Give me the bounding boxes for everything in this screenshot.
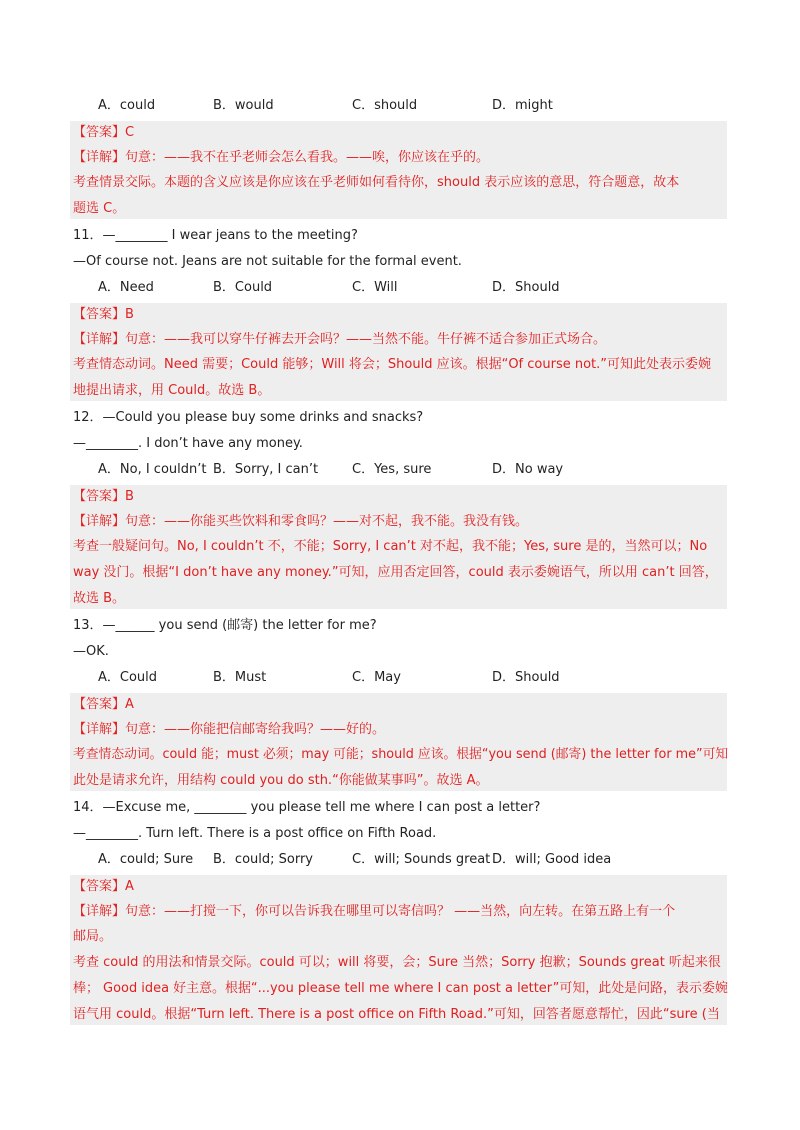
q13-option-a: A．Could — [98, 670, 158, 685]
q10-answer: 【答案】C — [73, 125, 135, 140]
q13-answer-box — [70, 693, 727, 791]
q12-answer-box — [70, 485, 727, 609]
q11-option-d: D．Should — [492, 280, 560, 295]
q10-option-d: D．might — [492, 98, 553, 113]
q13-option-b: B．Must — [213, 670, 267, 685]
q14-answer-box — [70, 875, 727, 1025]
q11-answer-box — [70, 303, 727, 401]
q11-option-c: C．Will — [352, 280, 398, 295]
q10-detail-line-3: 题选 C。 — [73, 201, 126, 216]
q14-question: 14．—Excuse me, ________ you please tell me where I can post a letter? — [73, 800, 541, 815]
q11-answer: 【答案】B — [73, 307, 134, 322]
q11-option-b: B．Could — [213, 280, 273, 295]
q12-answer: 【答案】B — [73, 489, 134, 504]
q14-option-d: D．will; Good idea — [492, 852, 612, 867]
q14-detail-line-4: 棒； Good idea 好主意。根据“...you please tell me where I can post a letter”可知，此处是问路，表示委婉 — [73, 981, 728, 996]
q12-detail-line-2: 考查一般疑问句。No, I couldn’t 不，不能；Sorry, I can’t 对不起，我不能；Yes, sure 是的，当然可以；No — [73, 539, 708, 554]
q14-option-a: A．could; Sure — [98, 852, 194, 867]
q12-detail-line-1: 【详解】句意：——你能买些饮料和零食吗？——对不起，我不能。我没有钱。 — [73, 514, 529, 529]
q10-detail-line-2: 考查情景交际。本题的含义应该是你应该在乎老师如何看待你，should 表示应该的意思，符合题意，故本 — [73, 175, 680, 190]
q13-detail-line-2: 考查情态动词。could 能；must 必须；may 可能；should 应该。根据“you send (邮寄) the letter for me”可知 — [73, 747, 729, 762]
q14-detail-line-1: 【详解】句意：——打搅一下，你可以告诉我在哪里可以寄信吗？ ——当然，向左转。在第五路上有一个 — [73, 904, 676, 919]
q14-detail-line-5: 语气用 could。根据“Turn left. There is a post office on Fifth Road.”可知，回答者愿意帮忙，因此“sure (当 — [73, 1007, 720, 1022]
q12-option-d: D．No way — [492, 462, 564, 477]
q14-detail-line-3: 考查 could 的用法和情景交际。could 可以；will 将要，会；Sure 当然；Sorry 抱歉；Sounds great 听起来很 — [73, 955, 721, 970]
q10-option-b: B．would — [213, 98, 274, 113]
q12-detail-line-4: 故选 B。 — [73, 591, 126, 606]
q11-detail-line-2: 考查情态动词。Need 需要；Could 能够；Will 将会；Should 应该。根据“Of course not.”可知此处表示委婉 — [73, 357, 712, 372]
q10-answer-box — [70, 121, 727, 219]
q12-detail-line-3: way 没门。根据“I don’t have any money.”可知，应用否定回答，could 表示委婉语气，所以用 can’t 回答， — [73, 565, 718, 580]
q12-option-a: A．No, I couldn’t — [98, 462, 207, 477]
q11-detail-line-1: 【详解】句意：——我可以穿牛仔裤去开会吗？——当然不能。牛仔裤不适合参加正式场合。 — [73, 332, 607, 347]
q14-option-b: B．could; Sorry — [213, 852, 313, 867]
q11-response: —Of course not. Jeans are not suitable for the formal event. — [73, 254, 462, 269]
q12-response: —________. I don’t have any money. — [73, 436, 303, 451]
q11-option-a: A．Need — [98, 280, 154, 295]
q13-option-d: D．Should — [492, 670, 560, 685]
q11-detail-line-3: 地提出请求，用 Could。故选 B。 — [73, 383, 271, 398]
q11-question: 11．—________ I wear jeans to the meeting? — [73, 228, 358, 243]
q13-response: —OK. — [73, 644, 109, 659]
q10-option-a: A．could — [98, 98, 156, 113]
q10-detail-line-1: 【详解】句意：——我不在乎老师会怎么看我。——唉，你应该在乎的。 — [73, 150, 490, 165]
q13-question: 13．—______ you send (邮寄) the letter for me? — [73, 618, 377, 633]
q13-detail-line-3: 此处是请求允许，用结构 could you do sth.“你能做某事吗”。故选 A。 — [73, 773, 489, 788]
q12-option-b: B．Sorry, I can’t — [213, 462, 319, 477]
q13-option-c: C．May — [352, 670, 401, 685]
q12-option-c: C．Yes, sure — [352, 462, 432, 477]
q10-option-c: C．should — [352, 98, 418, 113]
q14-detail-line-2: 邮局。 — [73, 929, 113, 944]
q12-question: 12．—Could you please buy some drinks and snacks? — [73, 410, 424, 425]
q13-answer: 【答案】A — [73, 697, 134, 712]
q13-detail-line-1: 【详解】句意：——你能把信邮寄给我吗？——好的。 — [73, 722, 386, 737]
q14-option-c: C．will; Sounds great — [352, 852, 491, 867]
q14-answer: 【答案】A — [73, 879, 134, 894]
q14-response: —________. Turn left. There is a post office on Fifth Road. — [73, 826, 437, 841]
